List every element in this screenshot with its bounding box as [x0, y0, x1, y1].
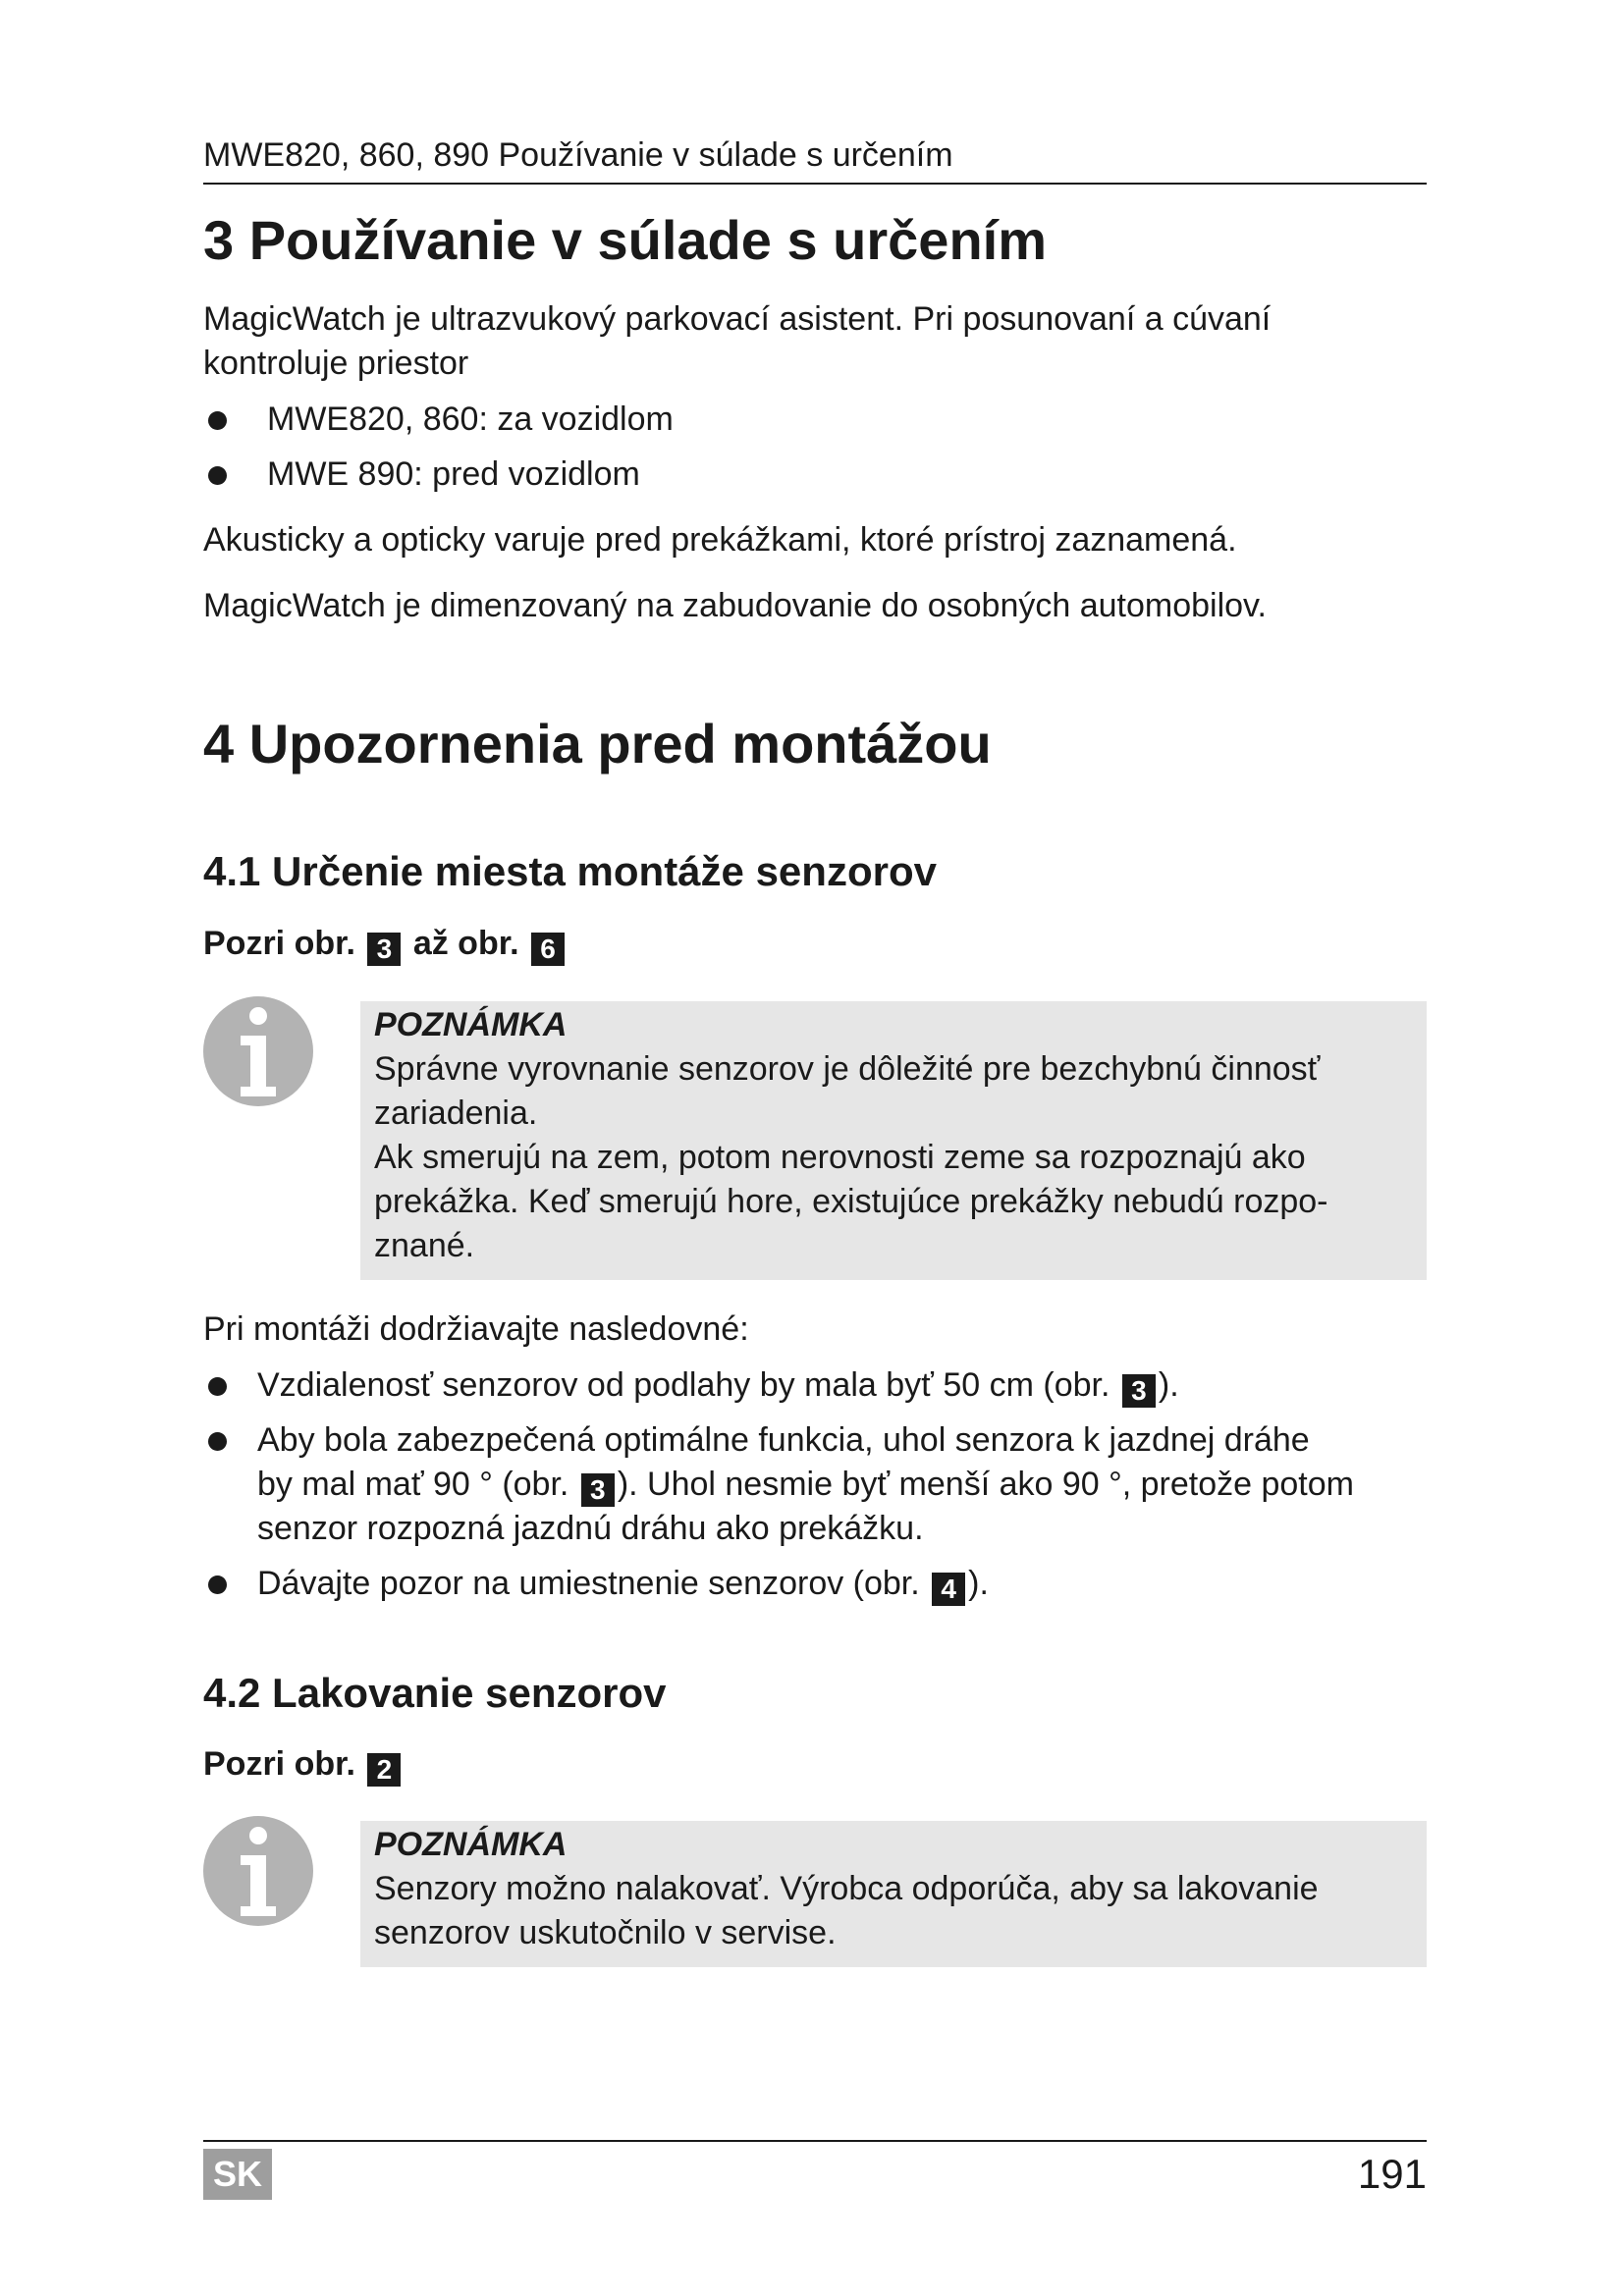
section-4-title: 4 Upozornenia pred montážou — [203, 713, 992, 774]
figure-number-badge: 3 — [367, 933, 401, 966]
bullet-dot — [208, 1432, 227, 1451]
figure-number-badge: 3 — [1122, 1374, 1156, 1408]
list-item: Aby bola zabezpečená optimálne funkcia, uhol senzora k jazdnej dráhe by mal mať 90 ° (obr. 3 ). Uhol nesmie byť menší ako 90 °, pretože potom senzor rozpozná jazdnú dráhu ako prekážku. — [203, 1418, 1427, 1551]
note-box — [360, 1821, 1427, 1967]
figure-number-badge: 2 — [367, 1753, 401, 1787]
note-line: senzorov uskutočnilo v servise. — [374, 1914, 837, 1951]
bullet-dot — [208, 1377, 227, 1396]
running-header: MWE820, 860, 890 Používanie v súlade s určením — [203, 136, 953, 174]
note-heading: POZNÁMKA — [374, 1006, 568, 1043]
subsection-4-2-title: 4.2 Lakovanie senzorov — [203, 1670, 667, 1716]
language-tag: SK — [203, 2149, 272, 2200]
note-line: zariadenia. — [374, 1095, 538, 1132]
page-number: 191 — [1357, 2151, 1427, 2197]
section-3-title: 3 Používanie v súlade s určením — [203, 209, 1048, 271]
header-rule — [203, 183, 1427, 185]
bullet-dot — [208, 411, 227, 430]
section-3-paragraph-2: MagicWatch je dimenzovaný na zabudovanie do osobných automobilov. — [203, 587, 1267, 624]
list-item: Dávajte pozor na umiestnenie senzorov (obr. 4 ). — [203, 1562, 1427, 1606]
note-box — [360, 1001, 1427, 1280]
bullet-dot — [208, 466, 227, 485]
figure-reference: Pozri obr. 2 — [203, 1743, 404, 1787]
section-3-bullet-list — [203, 398, 1427, 507]
figure-number-badge: 3 — [581, 1473, 615, 1507]
subsection-4-1-title: 4.1 Určenie miesta montáže senzorov — [203, 848, 937, 894]
section-3-paragraph-1: Akusticky a opticky varuje pred prekážkami, ktoré prístroj zaznamená. — [203, 521, 1237, 559]
note-line: znané. — [374, 1227, 475, 1264]
note-line: Senzory možno nalakovať. Výrobca odporúča, aby sa lakovanie — [374, 1870, 1319, 1907]
bullet-dot — [208, 1575, 227, 1594]
list-item: MWE820, 860: za vozidlom — [203, 398, 1427, 442]
footer-rule — [203, 2140, 1427, 2142]
mounting-lead: Pri montáži dodržiavajte nasledovné: — [203, 1310, 749, 1348]
note-line: Správne vyrovnanie senzorov je dôležité pre bezchybnú činnosť — [374, 1050, 1321, 1088]
section-3-intro — [203, 297, 1427, 386]
note-line: prekážka. Keď smerujú hore, existujúce prekážky nebudú rozpo- — [374, 1183, 1328, 1220]
info-icon — [203, 1816, 313, 1926]
figure-reference: Pozri obr. 3 až obr. 6 — [203, 923, 568, 966]
figure-number-badge: 4 — [932, 1573, 965, 1606]
intro-line-2: kontroluje priestor — [203, 345, 469, 382]
note-line: Ak smerujú na zem, potom nerovnosti zeme sa rozpoznajú ako — [374, 1139, 1306, 1176]
figure-number-badge: 6 — [531, 933, 565, 966]
mounting-bullet-list — [203, 1363, 1427, 1617]
info-icon — [203, 996, 313, 1106]
note-heading: POZNÁMKA — [374, 1826, 568, 1863]
list-item: Vzdialenosť senzorov od podlahy by mala byť 50 cm (obr. 3 ). — [203, 1363, 1427, 1408]
list-item: MWE 890: pred vozidlom — [203, 453, 1427, 497]
intro-line-1: MagicWatch je ultrazvukový parkovací asistent. Pri posunovaní a cúvaní — [203, 300, 1272, 338]
